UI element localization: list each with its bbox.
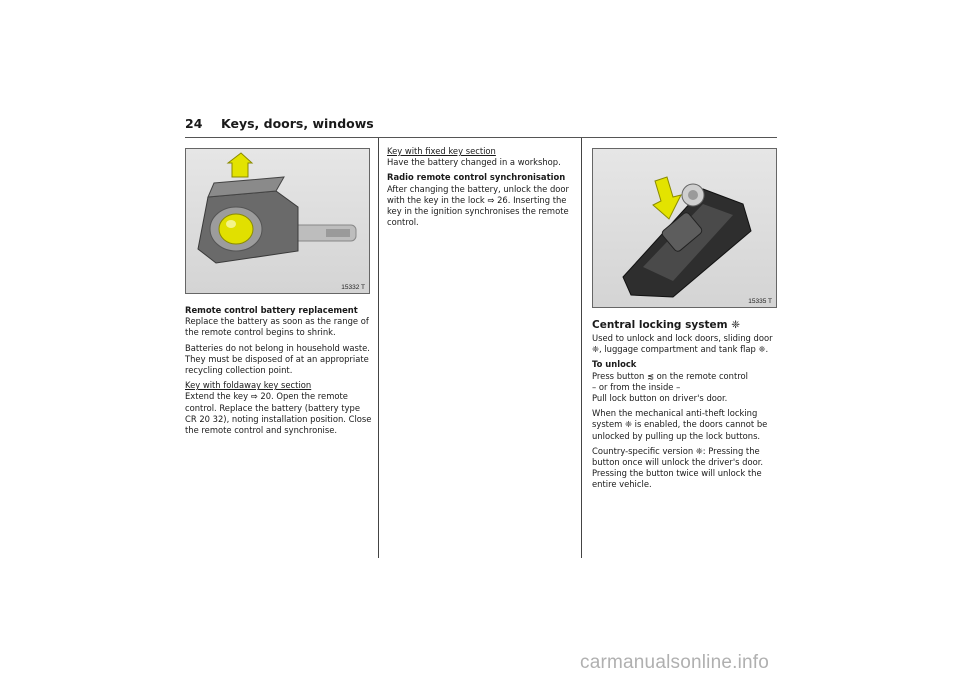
page-number: 24 xyxy=(185,116,203,131)
column-2 xyxy=(387,146,577,232)
remote-control-figure xyxy=(592,148,777,308)
paragraph-part: is enabled, the doors cannot be unlocked by pulling up the lock buttons. xyxy=(592,419,768,441)
paragraph-part: on the remote control xyxy=(654,370,748,381)
paragraph-part: Press button xyxy=(592,370,647,381)
key-battery-illustration xyxy=(186,149,369,293)
figure-code: 15332 T xyxy=(341,284,365,291)
paragraph-part: When the mechanical anti-theft locking system xyxy=(592,408,758,430)
paragraph: Replace the battery as soon as the range of the remote control begins to shrink. xyxy=(185,316,369,338)
paragraph-part: , luggage compartment and tank flap xyxy=(599,344,759,355)
page-reference-icon[interactable]: ⇨ xyxy=(487,194,495,205)
subsection-heading: Key with fixed key section xyxy=(387,146,496,156)
paragraph-part: Extend the key xyxy=(185,391,251,402)
subsection-heading: Key with foldaway key section xyxy=(185,380,312,391)
heading-text: Central locking system xyxy=(592,319,728,331)
paragraph-part: 26. Inserting the key in the ignition synchronises the remote control. xyxy=(387,194,569,228)
header-rule xyxy=(185,137,777,138)
option-marker-icon: ❈ xyxy=(624,419,632,430)
battery-key-figure xyxy=(185,148,370,294)
column-divider-2 xyxy=(581,138,582,558)
paragraph-part: Pull lock button on driver's door. xyxy=(592,393,728,404)
option-marker-icon: ❈ xyxy=(695,445,703,456)
subsection-heading: To unlock xyxy=(592,359,637,370)
option-marker-icon: ❈ xyxy=(592,344,600,355)
page-reference-icon[interactable]: ⇨ xyxy=(250,391,258,402)
section-heading: Remote control battery replacement xyxy=(185,305,358,315)
paragraph-part: : Pressing the button once will unlock the driver's door. Pressing the button twice will unlock the entire vehicle. xyxy=(592,445,764,490)
column-divider-1 xyxy=(378,138,379,558)
watermark: carmanualsonline.info xyxy=(580,652,770,673)
paragraph-part: . xyxy=(765,344,769,355)
paragraph: Batteries do not belong in household waste. They must be disposed of at an appropriate recycling collection point. xyxy=(185,342,370,376)
paragraph-part: Used to unlock and lock doors, sliding door xyxy=(592,333,773,343)
column-3 xyxy=(592,312,780,495)
section-heading xyxy=(592,318,780,332)
paragraph: Have the battery changed in a workshop. xyxy=(387,157,561,168)
option-marker-icon: ❈ xyxy=(731,319,740,331)
unlock-button-icon: ≲ xyxy=(647,370,655,381)
paragraph-part: 20. Open the remote control. Replace the battery (battery type CR 20 32), noting installation position. Close the remote control and synchronise. xyxy=(185,391,372,436)
option-marker-icon: ❈ xyxy=(758,344,766,355)
figure-code: 15335 T xyxy=(748,298,772,305)
paragraph-part: – or from the inside – xyxy=(592,381,681,392)
page-title: Keys, doors, windows xyxy=(221,116,374,131)
section-heading: Radio remote control synchronisation xyxy=(387,172,566,183)
paragraph-part: Country-specific version xyxy=(592,445,696,456)
paragraph-part: After changing the battery, unlock the door with the key in the lock xyxy=(387,183,569,205)
column-1 xyxy=(185,305,373,440)
remote-control-illustration xyxy=(593,149,776,307)
